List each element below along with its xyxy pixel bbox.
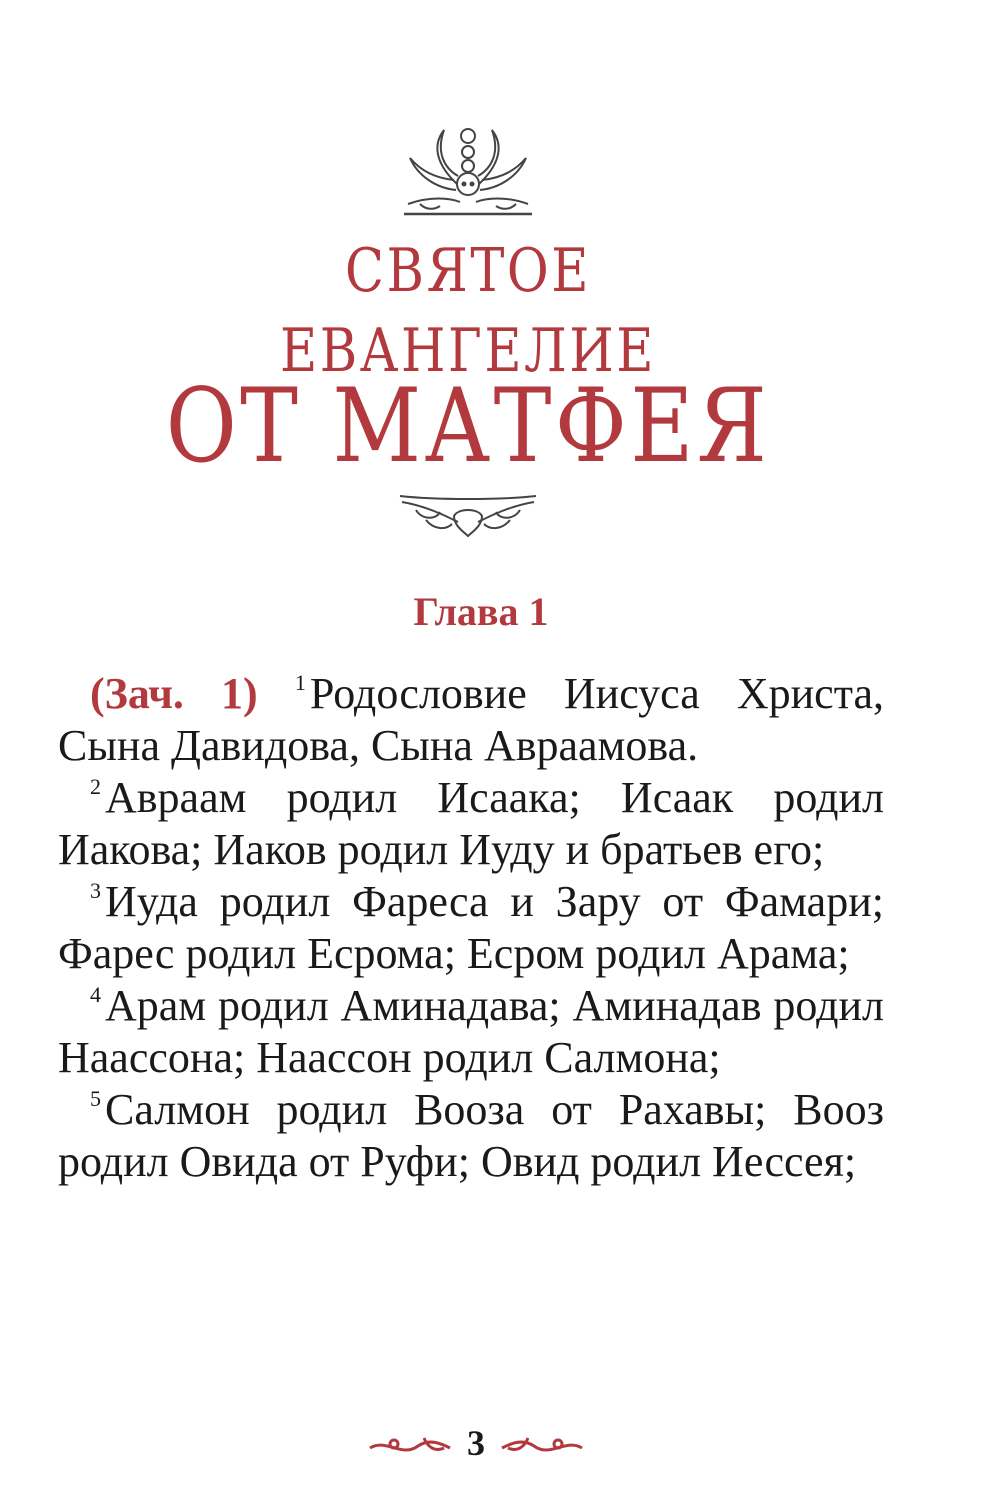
verse-paragraph (58, 668, 884, 772)
title-line-1: СВЯТОЕ (344, 236, 592, 306)
verse-text: Авраам родил Исаака; Исаак родил Иакова; Иаков родил Иуду и братьев его; (58, 773, 884, 874)
scroll-divider-icon (396, 486, 540, 546)
verse-number: 4 (90, 982, 101, 1007)
verse-text: Салмон родил Вооза от Рахавы; Вооз родил Овида от Руфи; Овид родил Иессея; (58, 1085, 884, 1186)
title-line-2: ЕВАНГЕЛИЕ (279, 316, 657, 386)
acanthus-ornament-icon (400, 118, 536, 218)
verse-paragraph (58, 772, 884, 876)
verse-number: 3 (90, 878, 101, 903)
zachalo-marker: (Зач. 1) (90, 669, 258, 718)
verse-paragraph (58, 876, 884, 980)
verse-paragraph (58, 1084, 884, 1188)
chapter-heading: Глава 1 (413, 589, 549, 634)
verse-text: Арам родил Аминадава; Аминадав родил Наассона; Наассон родил Салмона; (58, 981, 884, 1082)
page-number: 3 (467, 1423, 485, 1463)
verse-paragraph (58, 980, 884, 1084)
verse-number: 5 (90, 1086, 101, 1111)
verse-text: Родословие Иисуса Христа, Сына Давидова, Сына Авраамова. (58, 669, 884, 770)
verse-number: 1 (294, 670, 306, 695)
verse-text: Иуда родил Фареса и Зару от Фамари; Фарес родил Есрома; Есром родил Арама; (58, 877, 884, 978)
verse-number: 2 (90, 774, 101, 799)
title-line-3: ОТ МАТФЕЯ (165, 367, 771, 486)
verse-text-block (58, 668, 884, 1188)
